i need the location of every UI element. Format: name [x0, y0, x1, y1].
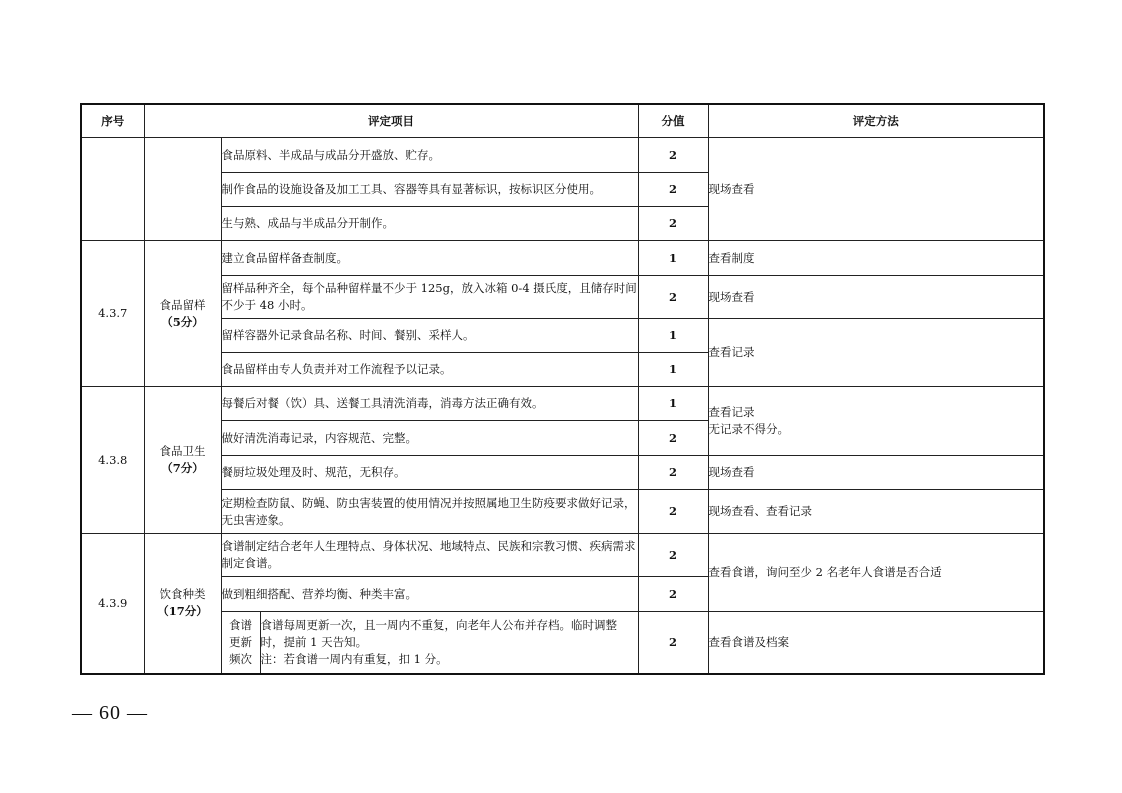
category-name: 食品留样: [159, 297, 206, 312]
number-cell: 4.3.8: [81, 387, 144, 534]
method-cell: 现场查看: [708, 138, 1044, 241]
category-cell: [144, 387, 221, 534]
table-row: [81, 241, 1044, 276]
table-header-row: [81, 104, 1044, 138]
score-cell: 2: [638, 456, 708, 490]
item-cell: 做到粗细搭配、营养均衡、种类丰富。: [221, 577, 638, 612]
number-cell: 4.3.7: [81, 241, 144, 387]
method-cell: 查看制度: [708, 241, 1044, 276]
category-cell: [144, 138, 221, 241]
item-cell: 建立食品留样备查制度。: [221, 241, 638, 276]
page-number: — 60 —: [72, 702, 148, 724]
item-note: 注：若食谱一周内有重复，扣 1 分。: [260, 651, 448, 666]
method-line: 查看记录: [708, 405, 755, 419]
method-cell: 现场查看: [708, 456, 1044, 490]
sub-label-line: 食谱: [229, 617, 252, 632]
table-row: [81, 319, 1044, 353]
number-cell: 4.3.9: [81, 534, 144, 674]
score-cell: 1: [638, 319, 708, 353]
sub-label-cell: [221, 612, 260, 674]
method-cell: 现场查看: [708, 276, 1044, 319]
category-name: 食品卫生: [159, 444, 206, 458]
item-cell: 制作食品的设施设备及加工工具、容器等具有显著标识，按标识区分使用。: [221, 173, 638, 207]
sub-label-line: 更新: [229, 634, 252, 649]
header-item: 评定项目: [144, 104, 638, 138]
item-cell: 食谱制定结合老年人生理特点、身体状况、地域特点、民族和宗教习惯、疾病需求制定食谱。: [221, 534, 638, 577]
method-cell: 查看食谱，询问至少 2 名老年人食谱是否合适: [708, 534, 1044, 612]
score-cell: 2: [638, 612, 708, 674]
category-cell: [144, 241, 221, 387]
item-cell: [260, 612, 638, 674]
score-cell: 2: [638, 421, 708, 456]
category-cell: [144, 534, 221, 674]
item-line: 食谱每周更新一次，且一周内不重复，向老年人公布并存档。临时调整时，提前 1 天告知。: [260, 617, 617, 649]
header-method: 评定方法: [708, 104, 1044, 138]
category-points: （5分）: [161, 314, 204, 329]
header-no: 序号: [81, 104, 144, 138]
method-line: 无记录不得分。: [708, 422, 790, 436]
item-cell: 定期检查防鼠、防蝇、防虫害装置的使用情况并按照属地卫生防疫要求做好记录，无虫害迹象。: [221, 490, 638, 534]
table-row: [81, 456, 1044, 490]
number-cell: [81, 138, 144, 241]
category-points: （17分）: [157, 604, 208, 619]
item-cell: 留样容器外记录食品名称、时间、餐别、采样人。: [221, 319, 638, 353]
score-cell: 2: [638, 490, 708, 534]
score-cell: 2: [638, 207, 708, 241]
header-score: 分值: [638, 104, 708, 138]
score-cell: 2: [638, 138, 708, 173]
item-cell: 食品留样由专人负责并对工作流程予以记录。: [221, 353, 638, 387]
table-row: [81, 276, 1044, 319]
table-row: [81, 387, 1044, 421]
item-cell: 留样品种齐全，每个品种留样量不少于 125g，放入冰箱 0-4 摄氏度，且储存时间不少于 48 小时。: [221, 276, 638, 319]
score-cell: 2: [638, 534, 708, 577]
item-cell: 餐厨垃圾处理及时、规范，无积存。: [221, 456, 638, 490]
method-cell: 查看食谱及档案: [708, 612, 1044, 674]
sub-label-line: 频次: [229, 651, 252, 666]
method-cell: 现场查看、查看记录: [708, 490, 1044, 534]
item-cell: 食品原料、半成品与成品分开盛放、贮存。: [221, 138, 638, 173]
table-row: [81, 138, 1044, 173]
item-cell: 做好清洗消毒记录，内容规范、完整。: [221, 421, 638, 456]
item-cell: 生与熟、成品与半成品分开制作。: [221, 207, 638, 241]
score-cell: 2: [638, 276, 708, 319]
evaluation-table: [80, 103, 1045, 675]
method-cell: [708, 387, 1044, 456]
table-row: [81, 490, 1044, 534]
score-cell: 1: [638, 241, 708, 276]
score-cell: 2: [638, 577, 708, 612]
method-cell: 查看记录: [708, 319, 1044, 387]
score-cell: 1: [638, 387, 708, 421]
item-cell: 每餐后对餐（饮）具、送餐工具清洗消毒，消毒方法正确有效。: [221, 387, 638, 421]
category-points: （7分）: [161, 461, 204, 475]
table-row: [81, 534, 1044, 577]
category-name: 饮食种类: [159, 587, 206, 602]
table-row: [81, 612, 1044, 674]
score-cell: 1: [638, 353, 708, 387]
score-cell: 2: [638, 173, 708, 207]
